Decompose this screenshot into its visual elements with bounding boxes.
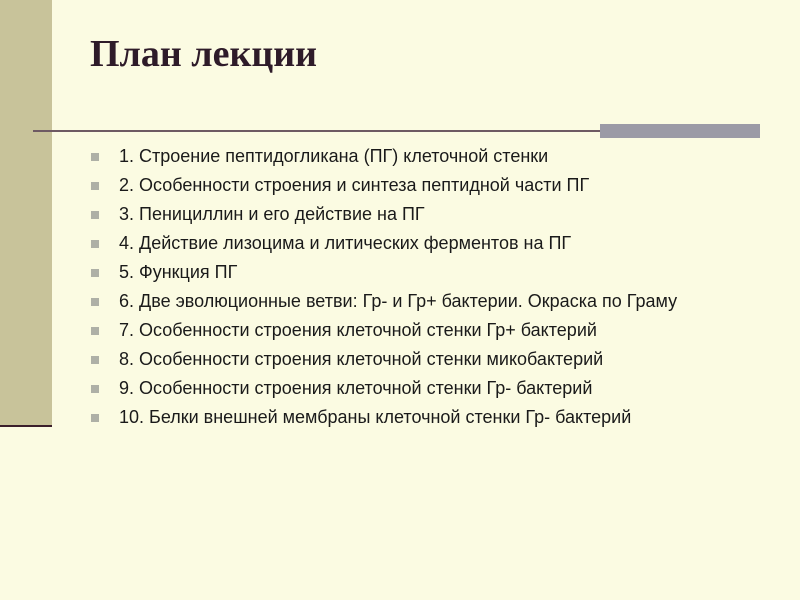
list-item-text: 9. Особенности строения клеточной стенки Гр- бактерий xyxy=(119,378,593,398)
list-item-text: 10. Белки внешней мембраны клеточной стенки Гр- бактерий xyxy=(119,407,632,427)
list-item-text: 7. Особенности строения клеточной стенки Гр+ бактерий xyxy=(119,320,597,340)
list-item-text: 2. Особенности строения и синтеза пептидной части ПГ xyxy=(119,175,590,195)
list-item-text: 4. Действие лизоцима и литических ферментов на ПГ xyxy=(119,233,572,253)
square-bullet-icon xyxy=(91,356,99,364)
list-item xyxy=(90,378,780,399)
square-bullet-icon xyxy=(91,240,99,248)
list-item xyxy=(90,291,780,312)
list-item xyxy=(90,320,780,341)
side-bar-edge-line xyxy=(0,425,52,427)
list-item xyxy=(90,233,780,254)
list-item-text: 6. Две эволюционные ветви: Гр- и Гр+ бактерии. Окраска по Граму xyxy=(119,291,678,311)
square-bullet-icon xyxy=(91,182,99,190)
list-item-text: 1. Строение пептидогликана (ПГ) клеточной стенки xyxy=(119,146,549,166)
side-bar-decoration xyxy=(0,0,52,425)
list-item xyxy=(90,407,780,428)
square-bullet-icon xyxy=(91,327,99,335)
slide-title: План лекции xyxy=(90,33,318,75)
list-item-text: 3. Пенициллин и его действие на ПГ xyxy=(119,204,425,224)
list-item xyxy=(90,204,780,225)
lecture-plan-list xyxy=(90,146,780,436)
square-bullet-icon xyxy=(91,298,99,306)
list-item xyxy=(90,262,780,283)
square-bullet-icon xyxy=(91,414,99,422)
title-divider-block xyxy=(600,124,760,138)
list-item xyxy=(90,349,780,370)
square-bullet-icon xyxy=(91,211,99,219)
square-bullet-icon xyxy=(91,385,99,393)
list-item-text: 5. Функция ПГ xyxy=(119,262,238,282)
list-item xyxy=(90,175,780,196)
square-bullet-icon xyxy=(91,269,99,277)
list-item xyxy=(90,146,780,167)
list-item-text: 8. Особенности строения клеточной стенки микобактерий xyxy=(119,349,604,369)
square-bullet-icon xyxy=(91,153,99,161)
